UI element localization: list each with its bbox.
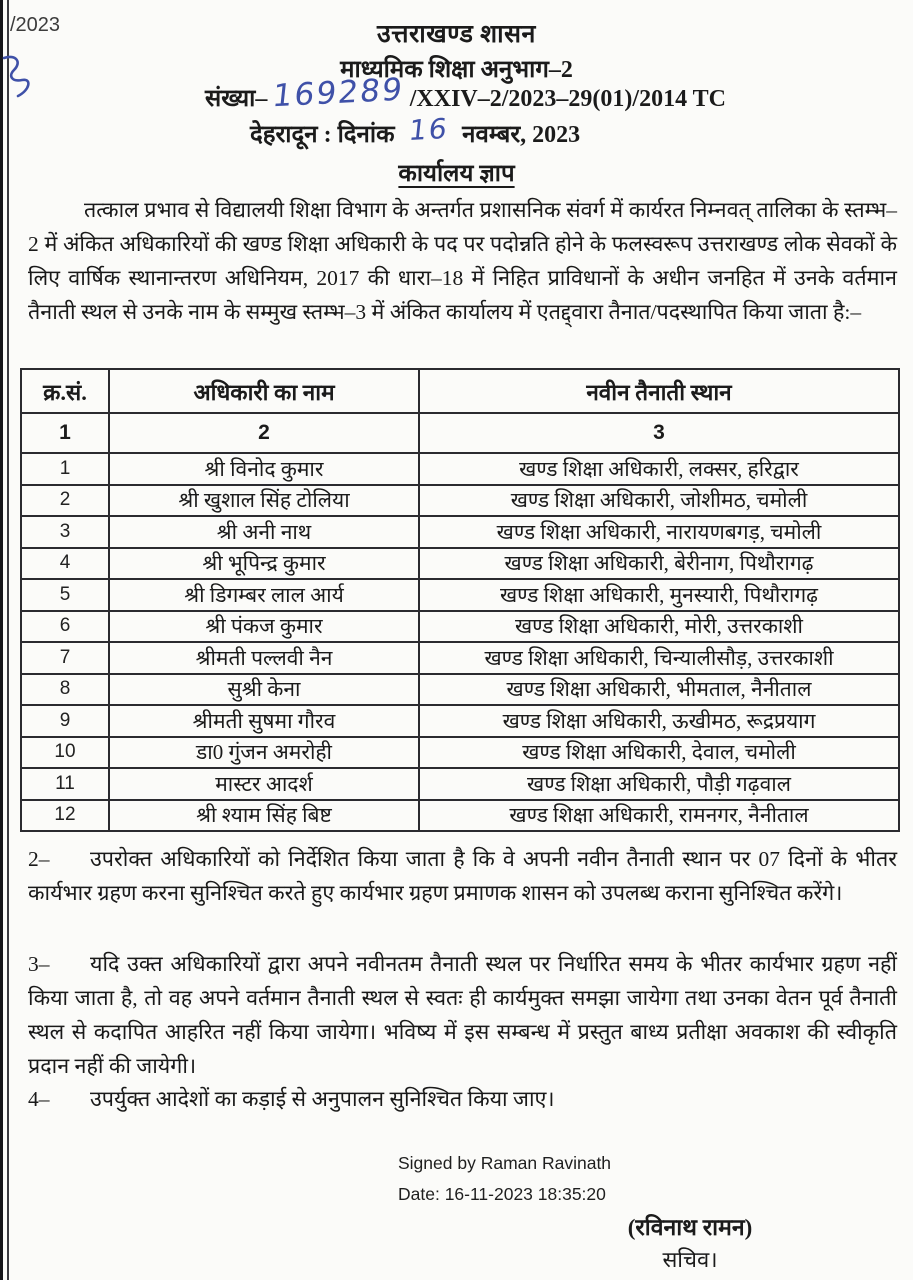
column-number-row: 1 2 3 [21,413,899,453]
posting-cell: खण्ड शिक्षा अधिकारी, भीमताल, नैनीताल [419,674,899,706]
transfer-table [20,368,900,832]
table-row [21,579,899,611]
digital-signature-block [398,1148,611,1209]
posting-cell: खण्ड शिक्षा अधिकारी, देवाल, चमोली [419,737,899,769]
table-row [21,611,899,643]
officer-name-cell: श्रीमती पल्लवी नैन [109,642,419,674]
officer-name-cell: श्री डिगम्बर लाल आर्य [109,579,419,611]
signed-by-line: Signed by Raman Ravinath [398,1153,612,1173]
serial-cell: 4 [21,548,109,580]
place-date-prefix: देहरादून : दिनांक [250,122,395,148]
posting-cell: खण्ड शिक्षा अधिकारी, जोशीमठ, चमोली [419,485,899,517]
table-row [21,642,899,674]
memo-subject-heading: कार्यालय ज्ञाप [398,161,515,187]
paragraph-number: 2– [28,847,50,871]
table-row [21,674,899,706]
header-name: अधिकारी का नाम [109,369,419,413]
posting-cell: खण्ड शिक्षा अधिकारी, पौड़ी गढ़वाल [419,768,899,800]
serial-cell: 2 [21,485,109,517]
officer-name-cell: सुश्री केना [109,674,419,706]
table-row [21,800,899,832]
handwritten-date: 16 [406,111,451,148]
serial-cell: 6 [21,611,109,643]
officer-name-cell: श्रीमती सुषमा गौरव [109,705,419,737]
serial-cell: 8 [21,674,109,706]
serial-cell: 5 [21,579,109,611]
header-serial: क्र.सं. [21,369,109,413]
officer-name-cell: डा0 गुंजन अमरोही [109,737,419,769]
place-date-line [250,111,581,150]
paragraph-number: 4– [28,1087,50,1111]
officer-name-cell: मास्टर आदर्श [109,768,419,800]
directive-paragraph-3: 3– यदि उक्त अधिकारियों द्वारा अपने नवीनतम तैनाती स्थल पर निर्धारित समय के भीतर कार्यभार ग्रहण नहीं किया जाता है, तो वह अपने वर्तमान तैनाती स्थल से स्वतः ही कार्यमुक्त समझा जायेगा तथा उनका वेतन पूर्व तैनाती स्थल से कदापित आहरित नहीं किया जायेगा। भविष्य में इस सम्बन्ध में प्रस्तुत बाध्य प्रतीक्षा अवकाश की स्वीकृति प्रदान नहीं की जायेगी। [28,948,897,1084]
table-row [21,548,899,580]
officer-name-cell: श्री खुशाल सिंह टोलिया [109,485,419,517]
posting-cell: खण्ड शिक्षा अधिकारी, ऊखीमठ, रूद्रप्रयाग [419,705,899,737]
table-row [21,737,899,769]
paragraph-number: 3– [28,952,50,976]
table-row [21,516,899,548]
officer-name-cell: श्री श्याम सिंह बिष्ट [109,800,419,832]
table-row [21,453,899,485]
serial-cell: 12 [21,800,109,832]
table-row [21,768,899,800]
directive-paragraph-2: 2– उपरोक्त अधिकारियों को निर्देशित किया जाता है कि वे अपनी नवीन तैनाती स्थान पर 07 दिनों के भीतर कार्यभार ग्रहण करना सुनिश्चित करते हुए कार्यभार ग्रहण प्रमाणक शासन को उपलब्ध कराना सुनिश्चित करेंगे। [28,843,897,911]
letter-number-line [205,71,726,115]
corner-reference: /2023 [10,14,61,36]
officer-name-cell: श्री विनोद कुमार [109,453,419,485]
officer-name-cell: श्री भूपिन्द्र कुमार [109,548,419,580]
org-title: उत्तराखण्ड शासन [377,21,536,48]
posting-cell: खण्ड शिक्षा अधिकारी, मुनस्यारी, पिथौरागढ़ [419,579,899,611]
table-row [21,485,899,517]
posting-cell: खण्ड शिक्षा अधिकारी, बेरीनाग, पिथौरागढ़ [419,548,899,580]
officer-name-cell: श्री पंकज कुमार [109,611,419,643]
directive-paragraph-4: 4– उपर्युक्त आदेशों का कड़ाई से अनुपालन सुनिश्चित किया जाए। [28,1083,897,1117]
posting-cell: खण्ड शिक्षा अधिकारी, मोरी, उत्तरकाशी [419,611,899,643]
scan-edge-line [0,0,9,1280]
serial-cell: 7 [21,642,109,674]
signer-name: (रविनाथ रामन) [627,1215,753,1240]
number-label: संख्या– [205,86,268,112]
serial-cell: 10 [21,737,109,769]
department-subtitle: माध्यमिक शिक्षा अनुभाग–2 [340,57,573,83]
posting-cell: खण्ड शिक्षा अधिकारी, लक्सर, हरिद्वार [419,453,899,485]
serial-cell: 1 [21,453,109,485]
posting-cell: खण्ड शिक्षा अधिकारी, रामनगर, नैनीताल [419,800,899,832]
serial-cell: 11 [21,768,109,800]
table-header-row [21,369,899,413]
table-row [21,705,899,737]
signer-designation: सचिव। [662,1247,718,1272]
number-reference: /XXIV–2/2023–29(01)/2014 TC [409,86,726,112]
signature-date-line: Date: 16-11-2023 18:35:20 [398,1183,606,1204]
posting-cell: खण्ड शिक्षा अधिकारी, चिन्यालीसौड़, उत्तरकाशी [419,642,899,674]
header-posting: नवीन तैनाती स्थान [419,369,899,413]
serial-cell: 3 [21,516,109,548]
handwritten-letter-number: 169289 [271,71,407,115]
officer-name-cell: श्री अनी नाथ [109,516,419,548]
place-date-suffix: नवम्बर, 2023 [462,122,581,148]
opening-paragraph: तत्काल प्रभाव से विद्यालयी शिक्षा विभाग के अन्तर्गत प्रशासनिक संवर्ग में कार्यरत निम्नवत् तालिका के स्तम्भ–2 में अंकित अधिकारियों की खण्ड शिक्षा अधिकारी के पद पर पदोन्नति होने के फलस्वरूप उत्तराखण्ड लोक सेवकों के लिए वार्षिक स्थानान्तरण अधिनियम, 2017 की धारा–18 में निहित प्राविधानों के अधीन जनहित में उनके वर्तमान तैनाती स्थल से उनके नाम के सम्मुख स्तम्भ–3 में अंकित कार्यालय में एतद्द्वारा तैनात/पदस्थापित किया जाता है:– [28,198,897,324]
serial-cell: 9 [21,705,109,737]
posting-cell: खण्ड शिक्षा अधिकारी, नारायणबगड़, चमोली [419,516,899,548]
